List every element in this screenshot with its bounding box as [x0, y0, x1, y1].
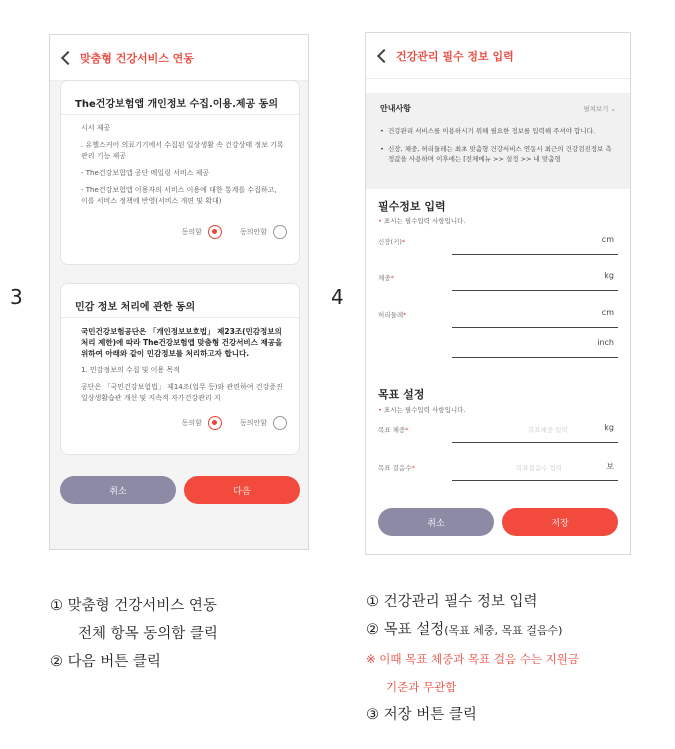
- disagree-radio[interactable]: [273, 225, 287, 239]
- consent-screen: [49, 34, 309, 550]
- field-label: 목표 체중*: [378, 426, 409, 434]
- unit-label: cm: [601, 235, 614, 244]
- consent-detail: 공단은 「국민건강보험법」 제14조(업무 등)와 관련하여 건강증진 일상생활습관 개선 및 지속적 자가건강관리 지: [81, 383, 283, 402]
- consent-text: - The건강보험앱 이용자의 서비스 이용에 대한 통계를 수집하고, 이를 서비스 정책에 반영(서비스 개편 및 확대): [81, 186, 277, 205]
- goal-weight-input[interactable]: [452, 442, 618, 443]
- waist-inch-field[interactable]: [378, 336, 618, 358]
- disagree-radio[interactable]: [273, 416, 287, 430]
- step-number-4: 4: [331, 285, 344, 309]
- chevron-down-icon: ⌄: [610, 105, 616, 113]
- input-placeholder: 목표걸음수 입력: [516, 464, 563, 472]
- agree-label: 동의함: [181, 419, 202, 427]
- goal-weight-field[interactable]: [378, 421, 618, 443]
- consent-header: [50, 35, 308, 81]
- waist-inch-input[interactable]: [452, 357, 618, 358]
- save-button[interactable]: 저장: [502, 508, 618, 536]
- notice-header[interactable]: [366, 93, 630, 114]
- expand-label: 펼쳐보기: [583, 105, 609, 113]
- back-arrow-icon[interactable]: [376, 49, 390, 63]
- required-note: [378, 216, 465, 225]
- sensitive-info-card: [60, 283, 300, 455]
- caption-line: ① 맞춤형 건강서비스 연동: [50, 598, 217, 614]
- agree-label: 동의함: [181, 228, 202, 236]
- caption-line: 전체 항목 동의함 클릭: [78, 626, 218, 642]
- consent-text: - The건강보험앱 공단 메일링 서비스 제공: [81, 169, 210, 177]
- unit-label: kg: [604, 423, 614, 432]
- consent-options: [61, 416, 299, 430]
- right-caption: [366, 588, 579, 729]
- caption-note: ※ 이때 목표 체중과 목표 걸음 수는 지원금: [366, 652, 579, 666]
- required-dot: •: [378, 406, 382, 414]
- agree-radio-selected[interactable]: [208, 225, 222, 239]
- left-caption: [50, 592, 218, 676]
- required-note-text: 표시는 필수입력 사항입니다.: [383, 217, 466, 225]
- field-label: 신장(키)*: [378, 238, 406, 246]
- field-label: 목표 걸음수*: [378, 464, 415, 472]
- disagree-option[interactable]: [240, 225, 287, 239]
- back-arrow-icon[interactable]: [60, 51, 74, 65]
- header-title: 건강관리 필수 정보 입력: [396, 49, 514, 63]
- next-button[interactable]: 다음: [184, 476, 300, 504]
- privacy-consent-card: [60, 80, 300, 265]
- card-title: The건강보험앱 개인정보 수집.이용.제공 동의: [61, 81, 299, 115]
- goal-note: [378, 405, 465, 414]
- height-input[interactable]: [452, 254, 618, 255]
- consent-text: . 유헬스커어 의료기기에서 수집된 일상생활 속 건강상태 정보 기록관리 기능 제공: [81, 141, 284, 160]
- agree-radio-selected[interactable]: [208, 416, 222, 430]
- health-info-screen: [365, 32, 631, 555]
- goal-note-text: 표시는 필수입력 사항입니다.: [383, 406, 466, 414]
- disagree-label: 동의안함: [239, 228, 267, 236]
- expand-toggle[interactable]: [583, 104, 616, 113]
- input-placeholder: 목표체중 입력: [528, 426, 568, 434]
- agree-option[interactable]: [182, 416, 222, 430]
- card-body[interactable]: [61, 115, 299, 221]
- weight-field[interactable]: [378, 269, 618, 291]
- goal-steps-input[interactable]: [452, 480, 618, 481]
- waist-cm-field[interactable]: [378, 306, 618, 328]
- consent-options: [61, 225, 299, 239]
- caption-line: ③ 저장 버튼 클릭: [366, 707, 477, 723]
- cancel-button[interactable]: 취소: [60, 476, 176, 504]
- waist-cm-input[interactable]: [452, 327, 618, 328]
- notice-list: [366, 114, 630, 164]
- required-dot: •: [378, 217, 382, 225]
- notice-title: 안내사항: [380, 104, 411, 113]
- caption-note: 기준과 무관함: [386, 680, 457, 694]
- header-title: 맞춤형 건강서비스 연동: [80, 51, 194, 65]
- consent-text: 시서 제공: [81, 124, 111, 132]
- goal-steps-field[interactable]: [378, 459, 618, 481]
- field-label: 체중*: [378, 274, 394, 282]
- card-title: 민감 정보 처리에 관한 동의: [61, 284, 299, 318]
- weight-input[interactable]: [452, 290, 618, 291]
- notice-item: • 건강관리 서비스를 이용하시기 위해 필요한 정보를 입력해 주셔야 합니다.: [380, 126, 616, 136]
- health-info-header: [366, 33, 630, 79]
- unit-label: cm: [601, 308, 614, 317]
- caption-line: ① 건강관리 필수 정보 입력: [366, 594, 538, 610]
- caption-line: ② 다음 버튼 클릭: [50, 654, 161, 670]
- card-body[interactable]: [61, 318, 299, 412]
- disagree-label: 동의안함: [239, 419, 267, 427]
- notice-item: • 신장, 체중, 허리둘레는 최초 맞춤형 건강서비스 연동시 최근의 건강검진정보 측정값을 사용하며 이후에는 [전체메뉴 >> 설정 >> 내 맞춤형: [380, 144, 616, 164]
- goal-section-title: 목표 설정: [378, 388, 425, 401]
- unit-label: inch: [597, 338, 614, 347]
- notice-panel: [366, 93, 630, 189]
- unit-label: 보: [606, 462, 614, 471]
- cancel-button[interactable]: 취소: [378, 508, 494, 536]
- caption-line: ② 목표 설정(목표 체중, 목표 걸음수): [366, 622, 563, 638]
- consent-intro: 국민건강보험공단은 「개인정보보호법」 제23조(민감정보의 처리 제한)에 따라 The건강보험앱 맞춤형 건강서비스 제공을 위하여 아래와 같이 민감정보를 처리하고자 합니다.: [81, 327, 283, 358]
- required-section-title: 필수정보 입력: [378, 200, 446, 213]
- height-field[interactable]: [378, 233, 618, 255]
- step-number-3: 3: [10, 285, 23, 309]
- field-label: 허리둘레*: [378, 311, 407, 319]
- unit-label: kg: [604, 271, 614, 280]
- agree-option[interactable]: [182, 225, 222, 239]
- disagree-option[interactable]: [240, 416, 287, 430]
- consent-item: 1. 민감정보의 수집 및 이용 목적: [81, 366, 180, 374]
